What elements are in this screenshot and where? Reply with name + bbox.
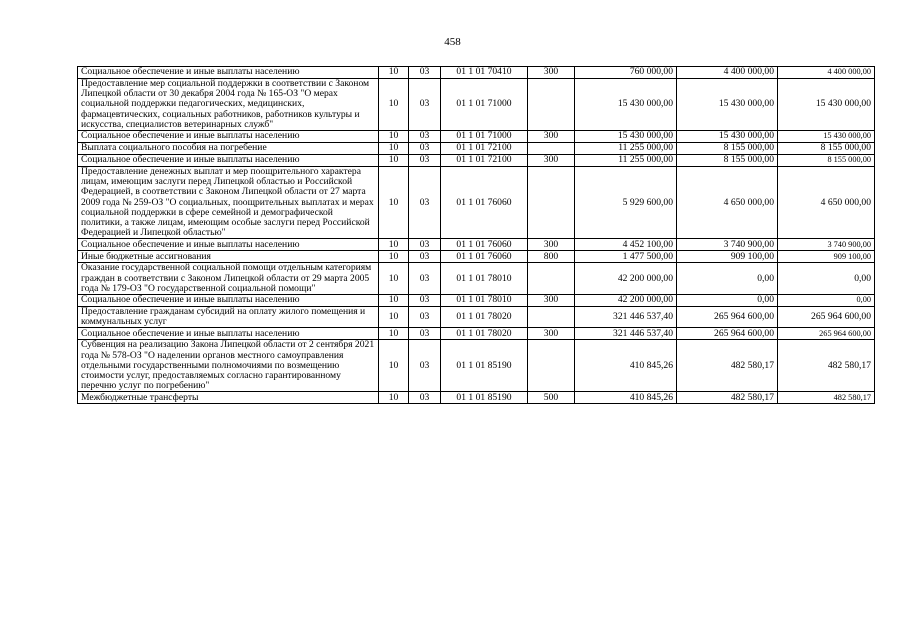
row-value-year2: 909 100,00 <box>677 251 778 263</box>
row-value-year3: 4 400 000,00 <box>778 67 875 79</box>
row-name: Иные бюджетные ассигнования <box>78 251 379 263</box>
row-section: 10 <box>379 328 409 340</box>
row-expense-type: 300 <box>528 239 575 251</box>
row-name: Социальное обеспечение и иные выплаты населению <box>78 131 379 143</box>
row-value-year1: 15 430 000,00 <box>575 79 677 131</box>
row-subsection: 03 <box>409 263 441 295</box>
row-article-code: 01 1 01 85190 <box>441 392 528 404</box>
row-subsection: 03 <box>409 131 441 143</box>
row-value-year3: 3 740 900,00 <box>778 239 875 251</box>
row-subsection: 03 <box>409 239 441 251</box>
table-row <box>78 79 875 131</box>
row-article-code: 01 1 01 71000 <box>441 131 528 143</box>
row-value-year2: 482 580,17 <box>677 340 778 392</box>
row-value-year3: 4 650 000,00 <box>778 167 875 239</box>
row-value-year3: 482 580,17 <box>778 340 875 392</box>
row-value-year3: 8 155 000,00 <box>778 155 875 167</box>
row-subsection: 03 <box>409 143 441 155</box>
row-expense-type: 300 <box>528 155 575 167</box>
row-section: 10 <box>379 251 409 263</box>
row-subsection: 03 <box>409 307 441 328</box>
table-row <box>78 239 875 251</box>
row-value-year2: 4 400 000,00 <box>677 67 778 79</box>
row-value-year1: 15 430 000,00 <box>575 131 677 143</box>
row-expense-type <box>528 340 575 392</box>
row-section: 10 <box>379 392 409 404</box>
row-expense-type <box>528 263 575 295</box>
table-row <box>78 131 875 143</box>
row-value-year1: 321 446 537,40 <box>575 328 677 340</box>
row-value-year1: 42 200 000,00 <box>575 263 677 295</box>
row-expense-type: 500 <box>528 392 575 404</box>
row-subsection: 03 <box>409 340 441 392</box>
row-value-year3: 265 964 600,00 <box>778 307 875 328</box>
row-value-year3: 909 100,00 <box>778 251 875 263</box>
row-section: 10 <box>379 307 409 328</box>
row-expense-type <box>528 307 575 328</box>
row-expense-type: 800 <box>528 251 575 263</box>
row-value-year1: 321 446 537,40 <box>575 307 677 328</box>
row-name: Предоставление мер социальной поддержки в соответствии с Законом Липецкой области от 30 декабря 2004 года № 165-ОЗ "О мерах социальной поддержки педагогических, медицинских, фармацевтических, социальных работников, работников культуры и искусства, специалистов ветеринарных служб" <box>78 79 379 131</box>
row-subsection: 03 <box>409 251 441 263</box>
table-row <box>78 392 875 404</box>
row-expense-type <box>528 79 575 131</box>
row-expense-type <box>528 143 575 155</box>
row-expense-type: 300 <box>528 131 575 143</box>
row-subsection: 03 <box>409 328 441 340</box>
table-row <box>78 263 875 295</box>
row-expense-type: 300 <box>528 67 575 79</box>
row-name: Социальное обеспечение и иные выплаты населению <box>78 155 379 167</box>
row-value-year1: 410 845,26 <box>575 340 677 392</box>
row-article-code: 01 1 01 71000 <box>441 79 528 131</box>
table-row <box>78 295 875 307</box>
row-name: Социальное обеспечение и иные выплаты населению <box>78 328 379 340</box>
row-name: Социальное обеспечение и иные выплаты населению <box>78 239 379 251</box>
row-article-code: 01 1 01 78020 <box>441 307 528 328</box>
row-section: 10 <box>379 155 409 167</box>
table-row <box>78 340 875 392</box>
budget-table <box>77 66 875 404</box>
table-row <box>78 67 875 79</box>
row-section: 10 <box>379 263 409 295</box>
row-expense-type: 300 <box>528 328 575 340</box>
row-value-year2: 265 964 600,00 <box>677 307 778 328</box>
row-value-year2: 4 650 000,00 <box>677 167 778 239</box>
row-value-year2: 0,00 <box>677 295 778 307</box>
row-section: 10 <box>379 167 409 239</box>
table-row <box>78 167 875 239</box>
row-value-year1: 4 452 100,00 <box>575 239 677 251</box>
table-row <box>78 155 875 167</box>
table-row <box>78 328 875 340</box>
row-expense-type: 300 <box>528 295 575 307</box>
row-value-year3: 15 430 000,00 <box>778 131 875 143</box>
row-section: 10 <box>379 131 409 143</box>
row-name: Предоставление денежных выплат и мер поощрительного характера лицам, имеющим заслуги перед Липецкой областью и Российской Федерацией, в соответствии с Законом Липецкой области от 27 марта 2009 года № 259-ОЗ "О социальных, поощрительных выплатах и мерах социальной поддержки в сфере семейной и демографической политики, а также лицам, имеющим особые заслуги перед Российской Федерацией и Липецкой областью" <box>78 167 379 239</box>
row-section: 10 <box>379 143 409 155</box>
row-value-year3: 0,00 <box>778 295 875 307</box>
row-subsection: 03 <box>409 155 441 167</box>
row-article-code: 01 1 01 85190 <box>441 340 528 392</box>
row-value-year2: 15 430 000,00 <box>677 131 778 143</box>
row-value-year1: 760 000,00 <box>575 67 677 79</box>
row-value-year2: 8 155 000,00 <box>677 143 778 155</box>
row-name: Субвенция на реализацию Закона Липецкой области от 2 сентября 2021 года № 578-ОЗ "О наделении органов местного самоуправления отдельными государственными полномочиями по возмещению стоимости услуг, предоставляемых согласно гарантированному перечню услуг по погребению" <box>78 340 379 392</box>
row-value-year3: 482 580,17 <box>778 392 875 404</box>
row-value-year1: 5 929 600,00 <box>575 167 677 239</box>
row-value-year2: 3 740 900,00 <box>677 239 778 251</box>
row-value-year2: 265 964 600,00 <box>677 328 778 340</box>
row-article-code: 01 1 01 72100 <box>441 143 528 155</box>
row-value-year2: 482 580,17 <box>677 392 778 404</box>
row-value-year2: 0,00 <box>677 263 778 295</box>
row-subsection: 03 <box>409 392 441 404</box>
row-section: 10 <box>379 79 409 131</box>
row-name: Социальное обеспечение и иные выплаты населению <box>78 295 379 307</box>
row-name: Оказание государственной социальной помощи отдельным категориям граждан в соответствии с Законом Липецкой области от 29 марта 2005 года № 179-ОЗ "О государственной социальной помощи" <box>78 263 379 295</box>
row-article-code: 01 1 01 76060 <box>441 251 528 263</box>
page-number: 458 <box>444 36 461 48</box>
row-section: 10 <box>379 239 409 251</box>
budget-table-body <box>78 67 875 404</box>
row-section: 10 <box>379 295 409 307</box>
row-value-year1: 410 845,26 <box>575 392 677 404</box>
row-article-code: 01 1 01 72100 <box>441 155 528 167</box>
row-article-code: 01 1 01 70410 <box>441 67 528 79</box>
row-article-code: 01 1 01 76060 <box>441 167 528 239</box>
row-article-code: 01 1 01 78010 <box>441 263 528 295</box>
row-expense-type <box>528 167 575 239</box>
table-row <box>78 143 875 155</box>
row-value-year3: 265 964 600,00 <box>778 328 875 340</box>
row-value-year3: 0,00 <box>778 263 875 295</box>
row-value-year2: 8 155 000,00 <box>677 155 778 167</box>
row-subsection: 03 <box>409 295 441 307</box>
row-name: Межбюджетные трансферты <box>78 392 379 404</box>
row-value-year2: 15 430 000,00 <box>677 79 778 131</box>
row-value-year1: 42 200 000,00 <box>575 295 677 307</box>
table-row <box>78 251 875 263</box>
row-value-year1: 1 477 500,00 <box>575 251 677 263</box>
row-article-code: 01 1 01 76060 <box>441 239 528 251</box>
row-name: Выплата социального пособия на погребение <box>78 143 379 155</box>
row-name: Предоставление гражданам субсидий на оплату жилого помещения и коммунальных услуг <box>78 307 379 328</box>
row-subsection: 03 <box>409 79 441 131</box>
row-section: 10 <box>379 340 409 392</box>
row-name: Социальное обеспечение и иные выплаты населению <box>78 67 379 79</box>
row-value-year3: 15 430 000,00 <box>778 79 875 131</box>
row-value-year3: 8 155 000,00 <box>778 143 875 155</box>
row-value-year1: 11 255 000,00 <box>575 143 677 155</box>
row-article-code: 01 1 01 78020 <box>441 328 528 340</box>
row-subsection: 03 <box>409 167 441 239</box>
row-value-year1: 11 255 000,00 <box>575 155 677 167</box>
table-row <box>78 307 875 328</box>
row-section: 10 <box>379 67 409 79</box>
row-subsection: 03 <box>409 67 441 79</box>
row-article-code: 01 1 01 78010 <box>441 295 528 307</box>
